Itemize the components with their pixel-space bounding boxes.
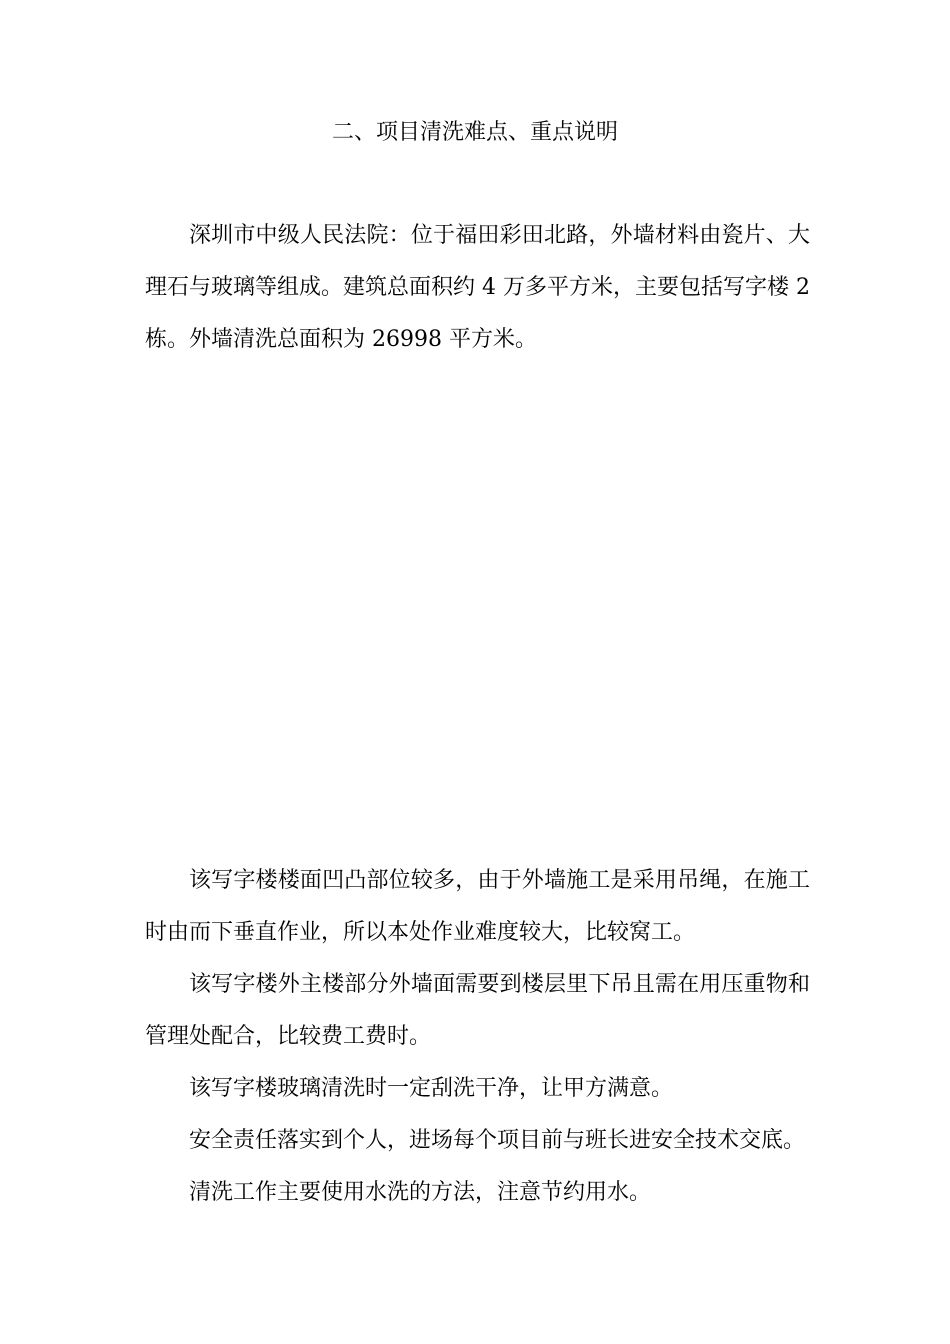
intro-paragraph: 深圳市中级人民法院：位于福田彩田北路，外墙材料由瓷片、大理石与玻璃等组成。建筑总面积约 4 万多平方米，主要包括写字楼 2 栋。外墙清洗总面积为 26998 平方米。 [145, 223, 810, 352]
difficulty-paragraph-4: 安全责任落实到个人，进场每个项目前与班长进安全技术交底。 [189, 1128, 806, 1153]
section-heading: 二、项目清洗难点、重点说明 [331, 120, 618, 145]
difficulty-paragraph-1: 该写字楼楼面凹凸部位较多，由于外墙施工是采用吊绳，在施工时由而下垂直作业，所以本处作业难度较大，比较窝工。 [145, 868, 810, 945]
difficulty-points-section [145, 855, 810, 1219]
difficulty-paragraph-5: 清洗工作主要使用水洗的方法，注意节约用水。 [189, 1180, 652, 1205]
difficulty-paragraph-2: 该写字楼外主楼部分外墙面需要到楼层里下吊且需在用压重物和管理处配合，比较费工费时。 [145, 972, 810, 1049]
difficulty-paragraph-3: 该写字楼玻璃清洗时一定刮洗干净，让甲方满意。 [189, 1076, 674, 1101]
project-intro-section [145, 210, 810, 366]
